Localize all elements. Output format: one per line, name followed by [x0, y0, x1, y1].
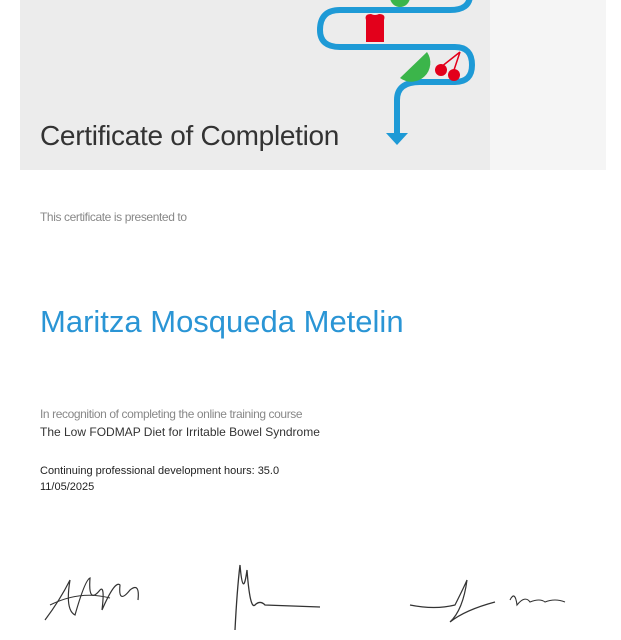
header-side-panel — [490, 0, 606, 170]
lime-icon — [400, 52, 430, 82]
presented-to-label: This certificate is presented to — [40, 210, 187, 224]
course-name: The Low FODMAP Diet for Irritable Bowel Syndrome — [40, 425, 320, 439]
bread-icon — [366, 14, 385, 42]
certificate-title: Certificate of Completion — [40, 120, 340, 151]
completion-date: 11/05/2025 — [40, 481, 95, 493]
cherries-icon — [435, 52, 460, 81]
signature-2 — [225, 560, 335, 635]
food-icon — [390, 0, 410, 7]
arrow-down-icon — [386, 133, 408, 145]
recipient-name: Maritza Mosqueda Metelin — [40, 304, 404, 339]
signature-3 — [405, 560, 575, 635]
path-line — [320, 0, 472, 140]
signature-1 — [40, 560, 150, 630]
cpd-hours: Continuing professional development hours: 35.0 — [40, 465, 280, 477]
recognition-label: In recognition of completing the online training course — [40, 407, 303, 421]
